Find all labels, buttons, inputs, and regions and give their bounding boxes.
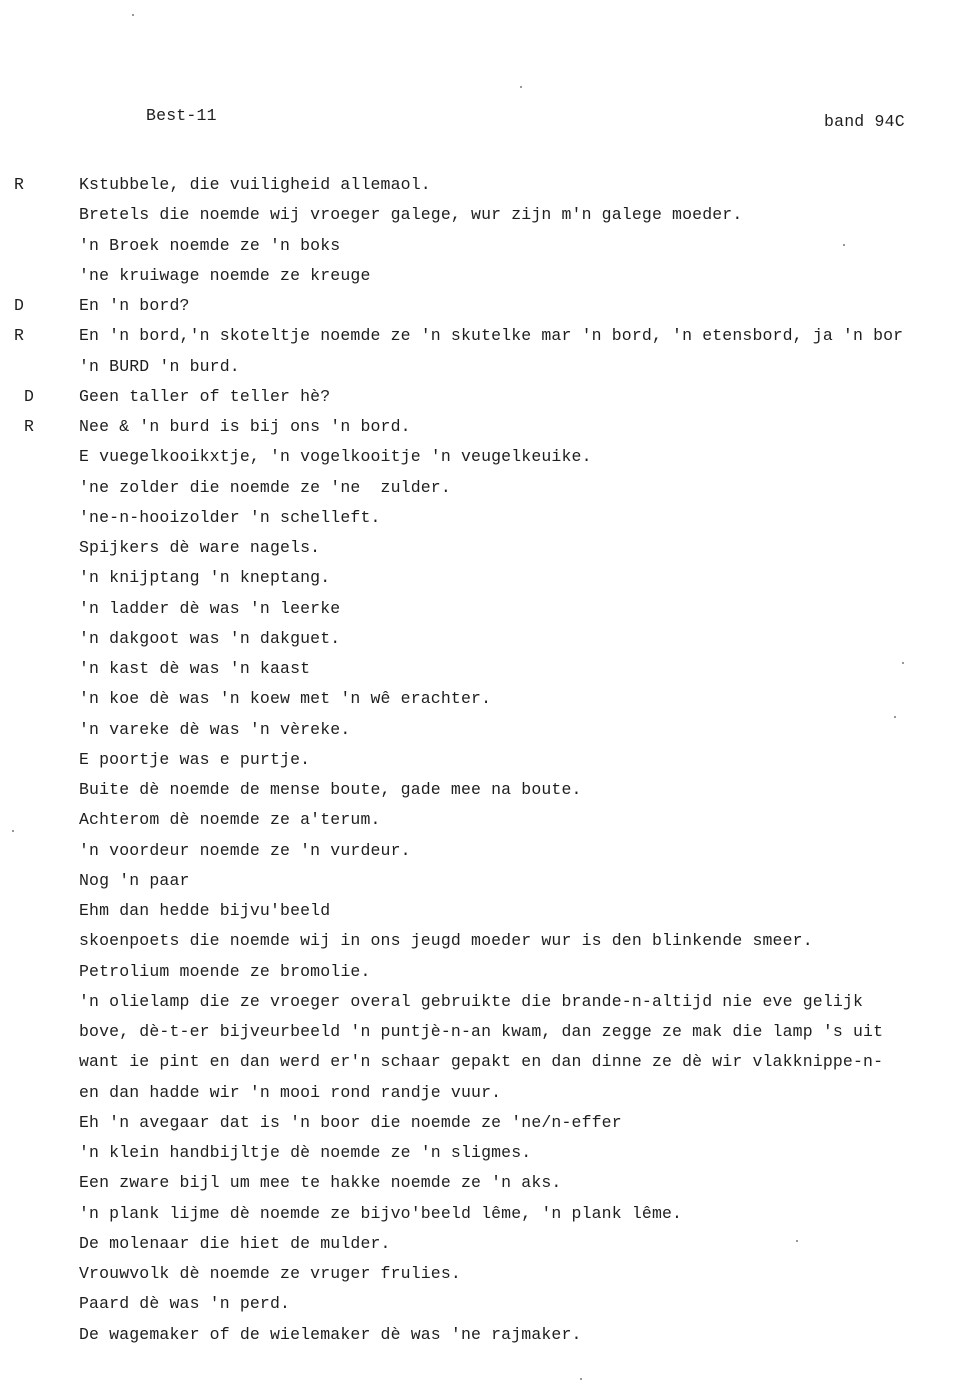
line-text: E vuegelkooikxtje, 'n vogelkooitje 'n veugelkeuike. [79, 447, 592, 467]
transcript-line [0, 1047, 979, 1077]
transcript-line [0, 1229, 979, 1259]
line-text: Ehm dan hedde bijvu'beeld [79, 901, 331, 920]
transcript-line [0, 957, 979, 987]
line-text: 'n voordeur noemde ze 'n vurdeur. [79, 840, 411, 860]
transcript-line [0, 442, 979, 472]
line-text: 'n dakgoot was 'n dakguet. [79, 628, 341, 648]
line-text: Petrolium moende ze bromolie. [79, 961, 371, 981]
transcript-line [0, 926, 979, 956]
line-text: 'n olielamp die ze vroeger overal gebruikte die brande-n-altijd nie eve gelijk [79, 991, 864, 1011]
line-text: Achterom dè noemde ze a'terum. [79, 810, 381, 830]
line-text: En 'n bord,'n skoteltje noemde ze 'n skutelke mar 'n bord, 'n etensbord, ja 'n bor [79, 326, 904, 346]
transcript-line [0, 594, 979, 624]
transcript-line [0, 654, 979, 684]
line-text: 'n plank lijme dè noemde ze bijvo'beeld lême, 'n plank lême. [79, 1203, 683, 1223]
transcript-line [0, 1199, 979, 1229]
line-text: Een zware bijl um mee te hakke noemde ze 'n aks. [79, 1173, 562, 1193]
transcript-line [0, 321, 979, 351]
line-text: 'n ladder dè was 'n leerke [79, 598, 341, 618]
document-id: Best-11 [146, 106, 217, 125]
scan-speck [894, 716, 896, 718]
line-text: 'n klein handbijltje dè noemde ze 'n sligmes. [79, 1143, 532, 1162]
transcript-line [0, 503, 979, 533]
line-text: Kstubbele, die vuiligheid allemaol. [79, 175, 431, 194]
scan-speck [796, 1240, 798, 1242]
transcript-line [0, 291, 979, 321]
line-text: 'n kast dè was 'n kaast [79, 659, 311, 678]
speaker-label: R [14, 326, 25, 346]
line-text: 'n knijptang 'n kneptang. [79, 568, 331, 588]
line-text: De molenaar die hiet de mulder. [79, 1233, 391, 1253]
scan-speck [132, 14, 134, 16]
transcript-line [0, 1078, 979, 1108]
line-text: En 'n bord? [79, 296, 190, 315]
line-text: want ie pint en dan werd er'n schaar gepakt en dan dinne ze dè wir vlakknippe-n- [79, 1052, 884, 1072]
scan-speck [902, 662, 904, 664]
line-text: skoenpoets die noemde wij in ons jeugd moeder wur is den blinkende smeer. [79, 931, 813, 951]
line-text: 'n koe dè was 'n koew met 'n wê erachter. [79, 689, 492, 709]
line-text: 'ne-n-hooizolder 'n schelleft. [79, 507, 381, 527]
speaker-label: D [14, 296, 25, 315]
transcript-line [0, 261, 979, 291]
line-text: E poortje was e purtje. [79, 749, 311, 769]
transcript-line [0, 775, 979, 805]
transcript-line [0, 170, 979, 200]
line-text: Nee & 'n burd is bij ons 'n bord. [79, 417, 411, 436]
line-text: 'ne kruiwage noemde ze kreuge [79, 265, 371, 285]
line-text: 'n Broek noemde ze 'n boks [79, 235, 341, 255]
scan-speck [520, 86, 522, 88]
transcript-line [0, 200, 979, 230]
transcript-line [0, 1017, 979, 1047]
line-text: Nog 'n paar [79, 870, 190, 890]
scan-speck [12, 830, 14, 832]
line-text: 'n vareke dè was 'n vèreke. [79, 719, 351, 739]
transcript-line [0, 624, 979, 654]
transcript-line [0, 836, 979, 866]
transcript-line [0, 866, 979, 896]
line-text: Vrouwvolk dè noemde ze vruger frulies. [79, 1264, 461, 1283]
transcript-line [0, 352, 979, 382]
line-text: De wagemaker of de wielemaker dè was 'ne rajmaker. [79, 1324, 582, 1344]
line-text: Buite dè noemde de mense boute, gade mee na boute. [79, 780, 582, 799]
line-text: bove, dè-t-er bijveurbeeld 'n puntjè-n-an kwam, dan zegge ze mak die lamp 's uit [79, 1022, 884, 1041]
transcript-line [0, 1168, 979, 1198]
transcript-line [0, 382, 979, 412]
line-text: 'ne zolder die noemde ze 'ne zulder. [79, 477, 451, 497]
transcript-line [0, 684, 979, 714]
line-text: Spijkers dè ware nagels. [79, 538, 321, 557]
transcript-line [0, 412, 979, 442]
speaker-label: R [24, 417, 35, 436]
transcript-line [0, 473, 979, 503]
transcript-line [0, 231, 979, 261]
speaker-label: R [14, 175, 25, 194]
line-text: 'n BURD 'n burd. [79, 356, 240, 376]
transcript-line [0, 896, 979, 926]
line-text: Eh 'n avegaar dat is 'n boor die noemde ze 'ne/n-effer [79, 1112, 622, 1132]
transcript-line [0, 1259, 979, 1289]
scan-speck [843, 244, 845, 246]
speaker-label: D [24, 386, 35, 406]
transcript-line [0, 1289, 979, 1319]
transcript-line [0, 1320, 979, 1350]
tape-reference: band 94C [824, 112, 905, 131]
transcript-line [0, 715, 979, 745]
transcript-line [0, 987, 979, 1017]
transcript-line [0, 563, 979, 593]
line-text: Paard dè was 'n perd. [79, 1294, 291, 1314]
transcript-body [0, 170, 979, 1350]
transcript-line [0, 1108, 979, 1138]
transcript-line [0, 805, 979, 835]
line-text: Bretels die noemde wij vroeger galege, wur zijn m'n galege moeder. [79, 205, 743, 225]
line-text: Geen taller of teller hè? [79, 386, 331, 406]
transcript-line [0, 745, 979, 775]
transcript-line [0, 1138, 979, 1168]
transcript-line [0, 533, 979, 563]
line-text: en dan hadde wir 'n mooi rond randje vuur. [79, 1082, 502, 1102]
scan-speck [580, 1378, 582, 1380]
